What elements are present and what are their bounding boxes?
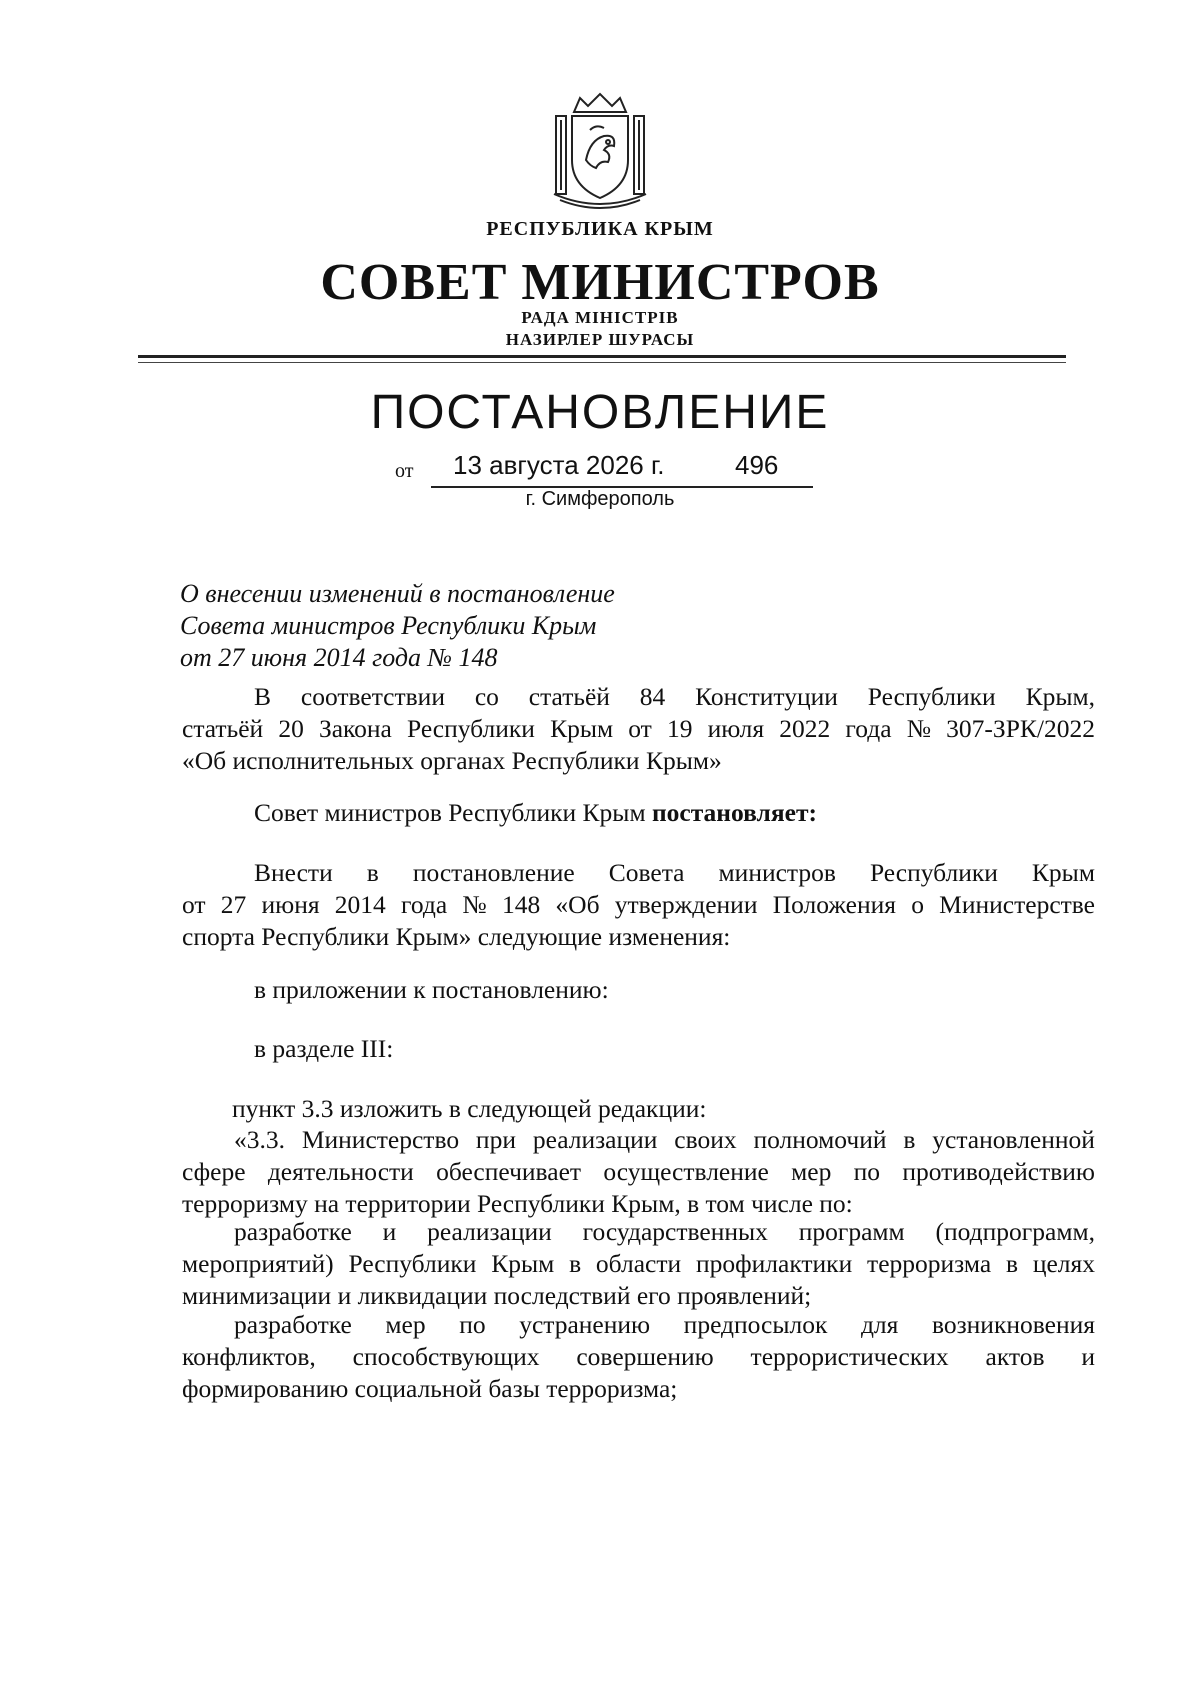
word: обеспечивает [436, 1157, 582, 1186]
text-line: терроризму на территории Республики Крым, в том числе по: [182, 1189, 853, 1218]
decree-city: г. Симферополь [525, 488, 675, 510]
word: «3.3. [234, 1125, 285, 1154]
word: реализации [427, 1217, 552, 1246]
date-prefix: от [395, 460, 414, 482]
word: в [1005, 1249, 1019, 1278]
text-line [182, 1216, 1095, 1248]
word: при [475, 1125, 516, 1154]
word: Совета [608, 858, 685, 887]
word: 20 [278, 714, 304, 743]
coat-of-arms-emblem [546, 90, 654, 210]
word: террористических [750, 1342, 949, 1371]
word: по [853, 1157, 881, 1186]
word: совершению [576, 1342, 714, 1371]
word: возникновения [931, 1310, 1095, 1339]
word: актов [985, 1342, 1045, 1371]
item2-paragraph [182, 1309, 1095, 1405]
word: статьёй [528, 682, 610, 711]
word: предпосылок [683, 1310, 828, 1339]
word: Закона [318, 714, 392, 743]
council-name-crimean-tatar: НАЗИРЛЕР ШУРАСЫ [505, 330, 695, 349]
word: мер [385, 1310, 426, 1339]
word: Внести [254, 858, 333, 887]
word: о [911, 890, 924, 919]
word: Крым [491, 1249, 555, 1278]
word: Крым [1031, 858, 1095, 887]
item1-paragraph [182, 1216, 1095, 1312]
word: установленной [932, 1125, 1095, 1154]
word: постановление [412, 858, 575, 887]
word: реализации [532, 1125, 658, 1154]
word: Положения [772, 890, 896, 919]
word: со [474, 682, 499, 711]
word: разработке [234, 1217, 352, 1246]
word: полномочий [753, 1125, 887, 1154]
word: деятельности [267, 1157, 414, 1186]
text-line: спорта Республики Крым» следующие изменения: [182, 922, 731, 951]
text-line: формированию социальной базы терроризма; [182, 1374, 678, 1403]
word: для [860, 1310, 899, 1339]
word: Республики [407, 714, 535, 743]
word: программ [798, 1217, 905, 1246]
word: мероприятий) [182, 1249, 334, 1278]
word: (подпрограмм, [935, 1217, 1095, 1246]
section-paragraph: в разделе III: [254, 1034, 394, 1063]
text-line [182, 1124, 1095, 1156]
word: Республики [869, 858, 998, 887]
resolves-text: Совет министров Республики Крым [254, 798, 646, 827]
word: противодействию [902, 1157, 1095, 1186]
republic-name: РЕСПУБЛИКА КРЫМ [486, 218, 714, 240]
subject-line: О внесении изменений в постановление [180, 579, 615, 608]
word: области [595, 1249, 682, 1278]
word: в [569, 1249, 582, 1278]
word: Крым, [1025, 682, 1095, 711]
text-line: «Об исполнительных органах Республики Крым» [182, 746, 722, 775]
word: 19 [666, 714, 693, 743]
word: и [1081, 1342, 1095, 1371]
decree-number: 496 [735, 450, 779, 480]
word: № [906, 714, 932, 743]
word: от [628, 714, 652, 743]
resolves-verb: постановляет: [651, 798, 817, 827]
word: министров [718, 858, 836, 887]
word: устранению [519, 1310, 651, 1339]
clause-paragraph [182, 1124, 1095, 1220]
word: года [401, 890, 448, 919]
word: Министерство [301, 1125, 460, 1154]
annex-paragraph: в приложении к постановлению: [254, 975, 609, 1004]
amendment-paragraph [182, 857, 1095, 953]
text-line [182, 713, 1095, 745]
decree-title: ПОСТАНОВЛЕНИЕ [370, 386, 830, 439]
text-line: минимизации и ликвидации последствий его проявлений; [182, 1281, 812, 1310]
word: В [254, 682, 272, 711]
text-line [182, 1309, 1095, 1341]
word: 307-ЗРК/2022 [946, 714, 1095, 743]
decree-subject [180, 578, 615, 674]
word: Крым [550, 714, 614, 743]
council-name: СОВЕТ МИНИСТРОВ [320, 254, 880, 311]
text-line [182, 857, 1095, 889]
header-rule-thick [138, 355, 1066, 358]
word: от [182, 890, 206, 919]
word: Республики [867, 682, 996, 711]
word: № [462, 890, 487, 919]
header-rule-thin [138, 362, 1066, 363]
word: способствующих [352, 1342, 540, 1371]
word: государственных [582, 1217, 768, 1246]
word: своих [674, 1125, 737, 1154]
word: в [366, 858, 379, 887]
decree-date-row [395, 448, 815, 488]
word: 2014 [334, 890, 386, 919]
point-paragraph: пункт 3.3 изложить в следующей редакции: [232, 1094, 707, 1123]
word: в [903, 1125, 916, 1154]
word: сфере [182, 1157, 246, 1186]
council-name-ukrainian: РАДА МІНІСТРІВ [521, 308, 679, 327]
word: мер [791, 1157, 832, 1186]
word: 27 [220, 890, 247, 919]
word: целях [1032, 1249, 1095, 1278]
word: разработке [234, 1310, 352, 1339]
word: июня [261, 890, 320, 919]
text-line [182, 681, 1095, 713]
word: Республики [348, 1249, 477, 1278]
word: профилактики [695, 1249, 853, 1278]
word: июля [707, 714, 765, 743]
decree-date: 13 августа 2026 г. [453, 450, 665, 480]
text-line [182, 1248, 1095, 1280]
word: 84 [639, 682, 666, 711]
word: осуществление [603, 1157, 769, 1186]
text-line [182, 1156, 1095, 1188]
word: Конституции [695, 682, 838, 711]
resolves-paragraph [254, 797, 817, 829]
word: по [459, 1310, 486, 1339]
word: утверждении [614, 890, 758, 919]
word: соответствии [300, 682, 445, 711]
word: конфликтов, [182, 1342, 316, 1371]
word: терроризма [867, 1249, 992, 1278]
word: статьёй [182, 714, 264, 743]
word: 2022 [779, 714, 831, 743]
word: и [382, 1217, 397, 1246]
subject-line: от 27 июня 2014 года № 148 [180, 643, 498, 672]
subject-line: Совета министров Республики Крым [180, 611, 597, 640]
word: «Об [555, 890, 600, 919]
preamble-paragraph [182, 681, 1095, 777]
word: Министерстве [939, 890, 1095, 919]
word: года [845, 714, 892, 743]
text-line [182, 1341, 1095, 1373]
word: 148 [501, 890, 541, 919]
text-line [182, 889, 1095, 921]
